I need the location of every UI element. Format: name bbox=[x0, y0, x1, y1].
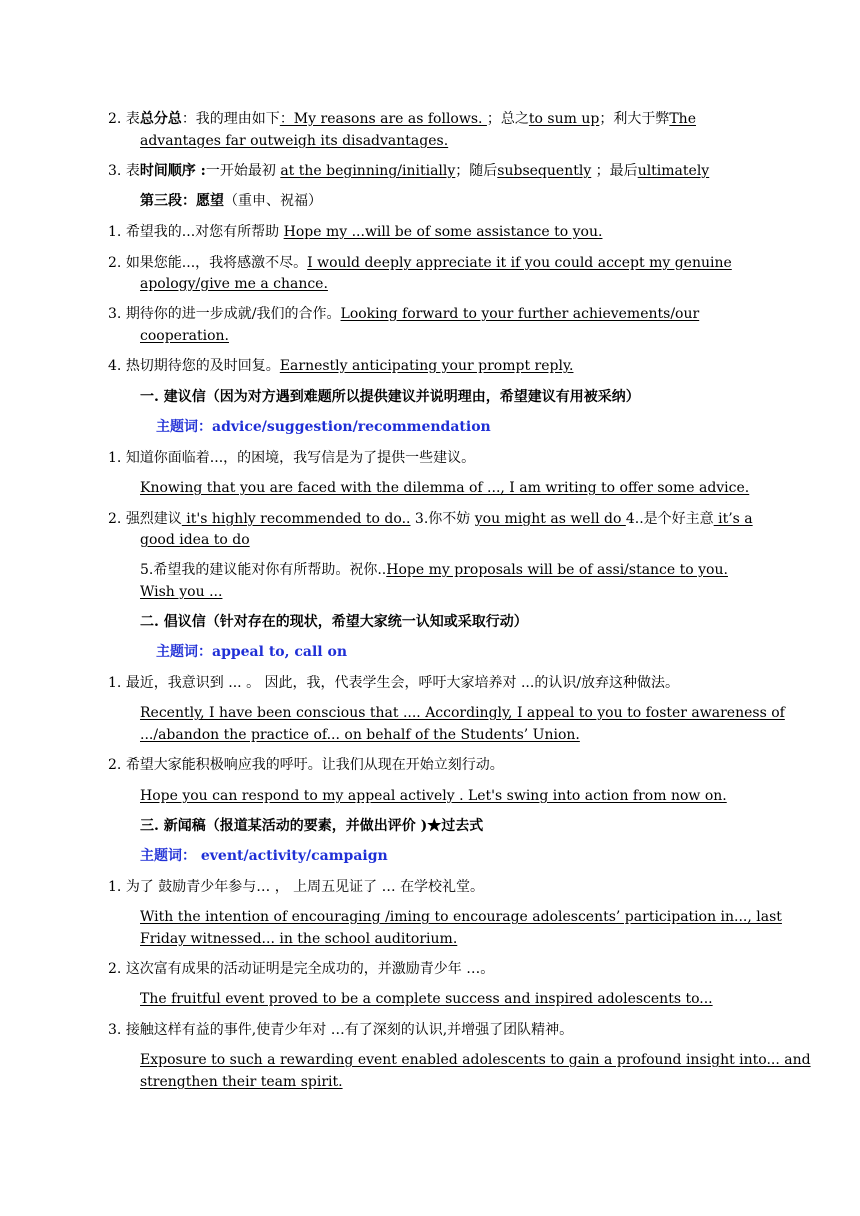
news-line-3-english bbox=[140, 1051, 811, 1069]
appeal-line-1-english bbox=[140, 704, 785, 722]
english-phrase: Knowing that you are faced with the dilemma of ..., I am writing to offer some advice. bbox=[140, 480, 750, 496]
english-phrase: ：My reasons are as follows. bbox=[279, 111, 487, 127]
item-number: 2. bbox=[108, 757, 126, 773]
wish-line-2 bbox=[108, 254, 732, 272]
news-line-1-english bbox=[140, 908, 782, 926]
text: 5.希望我的建议能对你有所帮助。祝你.. bbox=[140, 562, 387, 578]
english-phrase: at the beginning/initially bbox=[280, 163, 456, 179]
item-number: 2. bbox=[108, 111, 126, 127]
english-phrase: subsequently bbox=[497, 163, 592, 179]
english-phrase: With the intention of encouraging /iming to encourage adolescents’ participation in..., last bbox=[140, 909, 782, 925]
item-number: 2. bbox=[108, 255, 126, 271]
text: 希望我的...对您有所帮助 bbox=[125, 224, 284, 240]
english-phrase: The bbox=[669, 111, 696, 127]
english-phrase: good idea to do bbox=[140, 532, 250, 548]
news-line-3-continued bbox=[140, 1073, 343, 1091]
advice-line-5-continued bbox=[140, 583, 222, 601]
item-number: 2. bbox=[108, 961, 126, 977]
english-phrase: The fruitful event proved to be a complete success and inspired adolescents to... bbox=[140, 991, 713, 1007]
english-phrase: apology/give me a chance. bbox=[140, 276, 328, 292]
wish-line-3-continued bbox=[140, 327, 229, 345]
english-phrase: Recently, I have been conscious that .... Accordingly, I appeal to you to foster awareness of bbox=[140, 705, 785, 721]
keyword-line-appeal: 主题词：appeal to, call on bbox=[156, 644, 347, 660]
english-phrase: you might as well do bbox=[474, 511, 626, 527]
english-phrase: I would deeply appreciate it if you could accept my genuine bbox=[307, 255, 732, 271]
english-phrase: Friday witnessed... in the school auditorium. bbox=[140, 931, 458, 947]
news-line-3 bbox=[108, 1021, 573, 1039]
english-phrase: to sum up bbox=[528, 111, 600, 127]
wish-line-4 bbox=[108, 357, 573, 375]
news-line-1 bbox=[108, 878, 484, 896]
advice-line-1-english bbox=[140, 479, 749, 497]
text: （重申、祝福） bbox=[224, 193, 322, 209]
text: ：我的理由如下 bbox=[181, 111, 280, 127]
item-number: 3. bbox=[108, 306, 126, 322]
section-heading-paragraph-three bbox=[140, 192, 322, 210]
advice-line-1 bbox=[108, 449, 475, 467]
phrase-line-time-order bbox=[108, 162, 709, 180]
item-number: 1. bbox=[108, 675, 126, 691]
phrase-line-continued bbox=[140, 132, 448, 150]
advice-line-2 bbox=[108, 510, 753, 528]
appeal-line-1-continued bbox=[140, 726, 580, 744]
text: 强烈建议 bbox=[125, 511, 182, 527]
keyword-line-news: 主题词： event/activity/campaign bbox=[140, 848, 388, 864]
text: ；随后 bbox=[455, 163, 498, 179]
section-heading-news-release: 三. 新闻稿（报道某活动的要素，并做出评价 )★过去式 bbox=[140, 818, 484, 834]
advice-line-5 bbox=[140, 561, 728, 579]
english-phrase: Earnestly anticipating your prompt reply. bbox=[279, 358, 574, 374]
item-number: 1. bbox=[108, 879, 126, 895]
text: 知道你面临着...，的困境，我写信是为了提供一些建议。 bbox=[125, 450, 476, 466]
text: ；总之 bbox=[486, 111, 529, 127]
wish-line-2-continued bbox=[140, 275, 328, 293]
item-number: 1. bbox=[108, 224, 126, 240]
bold-term: 总分总 bbox=[139, 111, 182, 127]
text: 最近，我意识到 ... 。 因此，我，代表学生会，呼吁大家培养对 ...的认识/放弃这种做法。 bbox=[125, 675, 680, 691]
bold-term: 时间顺序 : bbox=[139, 163, 206, 179]
item-number: 1. bbox=[108, 450, 126, 466]
keyword-line-advice: 主题词：advice/suggestion/recommendation bbox=[156, 419, 491, 435]
appeal-line-2-english bbox=[140, 787, 727, 805]
english-phrase: Exposure to such a rewarding event enabled adolescents to gain a profound insight into... and bbox=[140, 1052, 811, 1068]
item-number: 3. bbox=[108, 1022, 126, 1038]
appeal-line-2 bbox=[108, 756, 504, 774]
advice-line-2-continued bbox=[140, 531, 250, 549]
text: 3.你不妨 bbox=[410, 511, 475, 527]
text: 接触这样有益的事件,使青少年对 …有了深刻的认识,并增强了团队精神。 bbox=[125, 1022, 574, 1038]
english-phrase: cooperation. bbox=[140, 328, 229, 344]
text: 希望大家能积极响应我的呼吁。让我们从现在开始立刻行动。 bbox=[125, 757, 504, 773]
english-phrase: Hope my ...will be of some assistance to you. bbox=[283, 224, 603, 240]
text: 4..是个好主意 bbox=[625, 511, 714, 527]
phrase-line-general-specific bbox=[108, 110, 696, 128]
english-phrase: Wish you ... bbox=[140, 584, 223, 600]
english-phrase: it’s a bbox=[713, 511, 753, 527]
text: 一开始最初 bbox=[205, 163, 281, 179]
wish-line-1 bbox=[108, 223, 602, 241]
text: 为了 鼓励青少年参与… ， 上周五见证了 … 在学校礼堂。 bbox=[125, 879, 485, 895]
text: 如果您能...，我将感激不尽。 bbox=[125, 255, 308, 271]
item-number: 4. bbox=[108, 358, 126, 374]
text: 表 bbox=[125, 111, 140, 127]
wish-line-3 bbox=[108, 305, 699, 323]
section-heading-appeal-letter: 二. 倡议信（针对存在的现状，希望大家统一认知或采取行动） bbox=[140, 614, 528, 630]
english-phrase: ultimately bbox=[637, 163, 710, 179]
text: 期待你的进一步成就/我们的合作。 bbox=[125, 306, 341, 322]
english-phrase: Looking forward to your further achievements/our bbox=[340, 306, 700, 322]
section-heading-advice-letter: 一. 建议信（因为对方遇到难题所以提供建议并说明理由，希望建议有用被采纳） bbox=[140, 389, 640, 405]
english-phrase: Hope you can respond to my appeal actively . Let's swing into action from now on. bbox=[140, 788, 727, 804]
english-phrase: strengthen their team spirit. bbox=[140, 1074, 343, 1090]
bold-term: 第三段：愿望 bbox=[140, 193, 224, 209]
item-number: 2. bbox=[108, 511, 126, 527]
english-phrase: advantages far outweigh its disadvantages. bbox=[140, 133, 449, 149]
text: 这次富有成果的活动证明是完全成功的，并激励青少年 …。 bbox=[125, 961, 495, 977]
text: 热切期待您的及时回复。 bbox=[125, 358, 280, 374]
news-line-2-english bbox=[140, 990, 713, 1008]
english-phrase: .../abandon the practice of... on behalf of the Students’ Union. bbox=[140, 727, 580, 743]
text: ；最后 bbox=[591, 163, 638, 179]
english-phrase: Hope my proposals will be of assi/stance to you. bbox=[386, 562, 728, 578]
text: ；利大于弊 bbox=[599, 111, 670, 127]
news-line-1-continued bbox=[140, 930, 457, 948]
news-line-2 bbox=[108, 960, 494, 978]
appeal-line-1 bbox=[108, 674, 679, 692]
item-number: 3. bbox=[108, 163, 126, 179]
text: 表 bbox=[125, 163, 140, 179]
english-phrase: it's highly recommended to do.. bbox=[181, 511, 411, 527]
